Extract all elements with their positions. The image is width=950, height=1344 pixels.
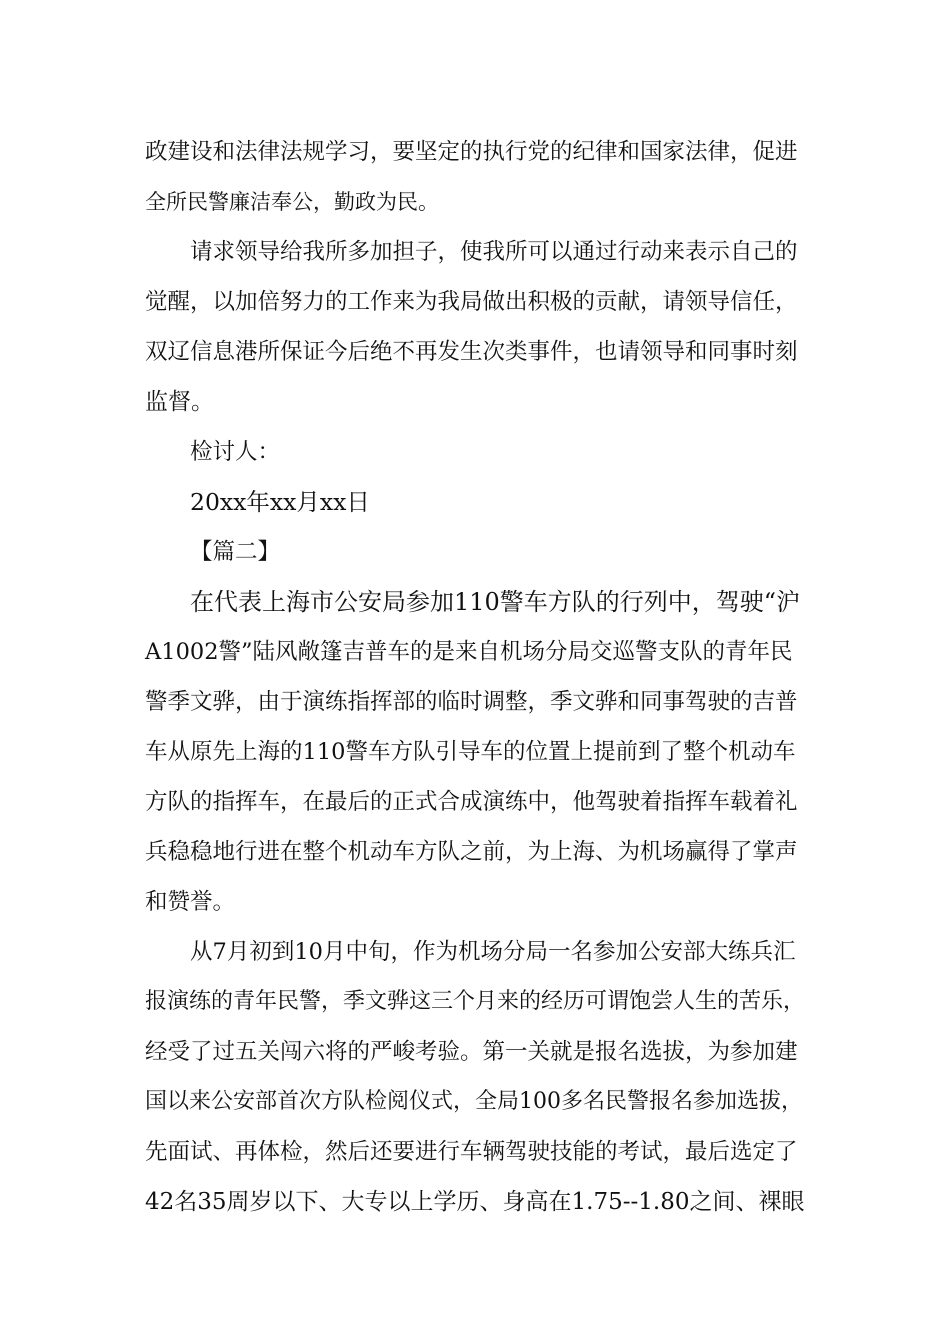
signature-label: 检讨人： bbox=[190, 439, 281, 465]
text-line: A1002警”陆风敞篷吉普车的是来自机场分局交巡警支队的青年民 bbox=[145, 639, 793, 665]
text-line: 监督。 bbox=[145, 389, 214, 415]
section-heading: 【篇二】 bbox=[190, 539, 281, 565]
text-line: 国以来公安部首次方队检阅仪式，全局100多名民警报名参加选拔， bbox=[145, 1089, 803, 1114]
text-line: 政建设和法律法规学习，要坚定的执行党的纪律和国家法律，促进 bbox=[145, 139, 798, 165]
date-line: 20xx年xx月xx日 bbox=[190, 488, 370, 516]
text-line: 方队的指挥车，在最后的正式合成演练中，他驾驶着指挥车载着礼 bbox=[145, 789, 798, 815]
text-line: 报演练的青年民警，季文骅这三个月来的经历可谓饱尝人生的苦乐， bbox=[145, 989, 806, 1014]
text-line: 和赞誉。 bbox=[145, 889, 236, 915]
text-line: 经受了过五关闯六将的严峻考验。第一关就是报名选拔，为参加建 bbox=[145, 1039, 798, 1065]
text-line: 42名35周岁以下、大专以上学历、身高在1.75--1.80之间、裸眼 bbox=[145, 1189, 805, 1215]
text-line: 警季文骅，由于演练指挥部的临时调整，季文骅和同事驾驶的吉普 bbox=[145, 689, 798, 715]
text-line: 觉醒，以加倍努力的工作来为我局做出积极的贡献，请领导信任， bbox=[145, 289, 798, 315]
text-line: 兵稳稳地行进在整个机动车方队之前，为上海、为机场赢得了掌声 bbox=[145, 839, 798, 865]
text-line: 双辽信息港所保证今后绝不再发生次类事件，也请领导和同事时刻 bbox=[145, 339, 798, 365]
text-line: 在代表上海市公安局参加110警车方队的行列中，驾驶“沪 bbox=[190, 588, 801, 616]
text-line: 先面试、再体检，然后还要进行车辆驾驶技能的考试，最后选定了 bbox=[145, 1139, 798, 1165]
text-line: 从7月初到10月中旬，作为机场分局一名参加公安部大练兵汇 bbox=[190, 939, 796, 965]
text-line: 全所民警廉洁奉公，勤政为民。 bbox=[145, 190, 439, 214]
text-line: 车从原先上海的110警车方队引导车的位置上提前到了整个机动车 bbox=[145, 739, 796, 765]
text-line: 请求领导给我所多加担子，使我所可以通过行动来表示自己的 bbox=[190, 239, 798, 265]
